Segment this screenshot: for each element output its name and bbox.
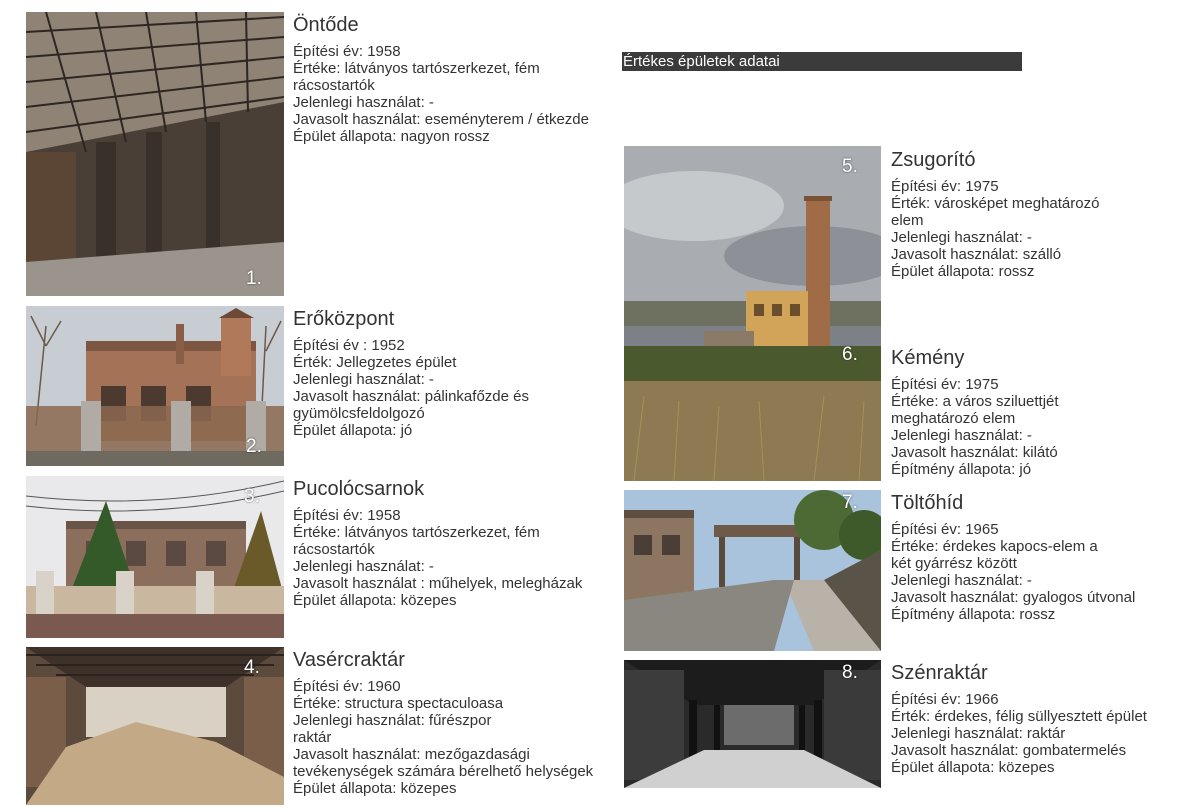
info-line: Értéke: structura spectaculoasa (293, 695, 504, 712)
info-line: Javasolt használat: gyalogos útvonal (891, 589, 1136, 606)
building-name: Zsugorító (891, 149, 976, 171)
info-line: Építési év: 1966 (891, 691, 999, 708)
info-line: Épület állapota: közepes (293, 592, 457, 609)
info-line: Jelenlegi használat: - (293, 371, 434, 388)
photo-pucolocsarnok (26, 476, 284, 638)
building-number: 5. (842, 156, 858, 177)
info-line: Építési év: 1958 (293, 43, 401, 60)
info-line: Javasolt használat: kilátó (891, 444, 1058, 461)
info-line: Jelenlegi használat: - (891, 572, 1032, 589)
info-line: Javasolt használat: pálinkafőzde és (293, 388, 529, 405)
info-line: Értéke: érdekes kapocs-elem a (891, 538, 1098, 555)
info-line: elem (891, 212, 924, 229)
building-info-5 (891, 149, 1099, 280)
photo-zsugorito-kemeny (624, 146, 881, 481)
info-line: meghatározó elem (891, 410, 1016, 427)
building-number: 7. (842, 492, 858, 513)
info-line: Érték: érdekes, félig süllyesztett épület (891, 708, 1147, 725)
photo-vasercraktar (26, 647, 284, 805)
info-line: gyümölcsfeldolgozó (293, 405, 425, 422)
info-line: Értéke: a város sziluettjét (891, 393, 1059, 410)
building-name: Kémény (891, 347, 965, 369)
info-line: Jelenlegi használat: fűrészpor (293, 712, 492, 729)
building-number: 6. (842, 344, 858, 365)
info-line: tevékenységek számára bérelhető helységek (293, 763, 594, 780)
info-line: Javasolt használat: eseményterem / étkezde (293, 111, 589, 128)
building-number: 1. (246, 268, 262, 289)
info-line: Javasolt használat : műhelyek, melegházak (293, 575, 583, 592)
info-line: Épület állapota: közepes (891, 759, 1055, 776)
building-info-8 (891, 662, 1147, 776)
building-info-4 (293, 649, 593, 797)
info-line: Épület állapota: rossz (891, 263, 1035, 280)
info-line: Épület állapota: jó (293, 422, 413, 439)
info-line: rácsostartók (293, 541, 375, 558)
info-line: Javasolt használat: szálló (891, 246, 1062, 263)
info-line: Építési év: 1960 (293, 678, 401, 695)
building-number: 8. (842, 662, 858, 683)
info-line: Építési év: 1958 (293, 507, 401, 524)
building-name: Szénraktár (891, 662, 988, 684)
info-line: Épület állapota: nagyon rossz (293, 128, 490, 145)
info-line: Építési év: 1965 (891, 521, 999, 538)
info-line: Építési év: 1975 (891, 376, 999, 393)
building-number: 2. (246, 436, 262, 457)
building-info-6 (891, 347, 1059, 478)
building-name: Töltőhíd (891, 492, 964, 514)
building-info-3 (293, 478, 582, 609)
info-line: Érték: városképet meghatározó (891, 195, 1100, 212)
building-number: 4. (244, 657, 260, 678)
info-line: Érték: Jellegzetes épület (293, 354, 457, 371)
info-line: Építési év : 1952 (293, 337, 405, 354)
info-line: Építési év: 1975 (891, 178, 999, 195)
section-title: Értékes épületek adatai (622, 52, 1022, 71)
info-line: Jelenlegi használat: - (293, 558, 434, 575)
building-info-2 (293, 308, 529, 439)
info-line: Építmény állapota: jó (891, 461, 1032, 478)
info-line: Építmény állapota: rossz (891, 606, 1056, 623)
info-line: rácsostartók (293, 77, 375, 94)
info-line: Javasolt használat: mezőgazdasági (293, 746, 530, 763)
building-number: 3. (244, 486, 260, 507)
info-line: Javasolt használat: gombatermelés (891, 742, 1127, 759)
photo-toltohid (624, 490, 881, 651)
info-line: Jelenlegi használat: - (293, 94, 434, 111)
photo-ontode (26, 12, 284, 296)
info-line: Jelenlegi használat: - (891, 229, 1032, 246)
building-name: Erőközpont (293, 308, 395, 330)
info-line: két gyárrész között (891, 555, 1017, 572)
info-line: Épület állapota: közepes (293, 780, 457, 797)
building-info-7 (891, 492, 1135, 623)
info-line: raktár (293, 729, 332, 746)
info-line: Jelenlegi használat: raktár (891, 725, 1066, 742)
photo-erokozpont (26, 306, 284, 466)
info-line: Értéke: látványos tartószerkezet, fém (293, 524, 540, 541)
photo-szenraktar (624, 660, 881, 788)
building-name: Pucolócsarnok (293, 478, 425, 500)
info-line: Jelenlegi használat: - (891, 427, 1032, 444)
building-name: Vasércraktár (293, 649, 405, 671)
info-line: Értéke: látványos tartószerkezet, fém (293, 60, 540, 77)
building-info-1 (293, 14, 589, 145)
building-name: Öntőde (293, 14, 359, 36)
